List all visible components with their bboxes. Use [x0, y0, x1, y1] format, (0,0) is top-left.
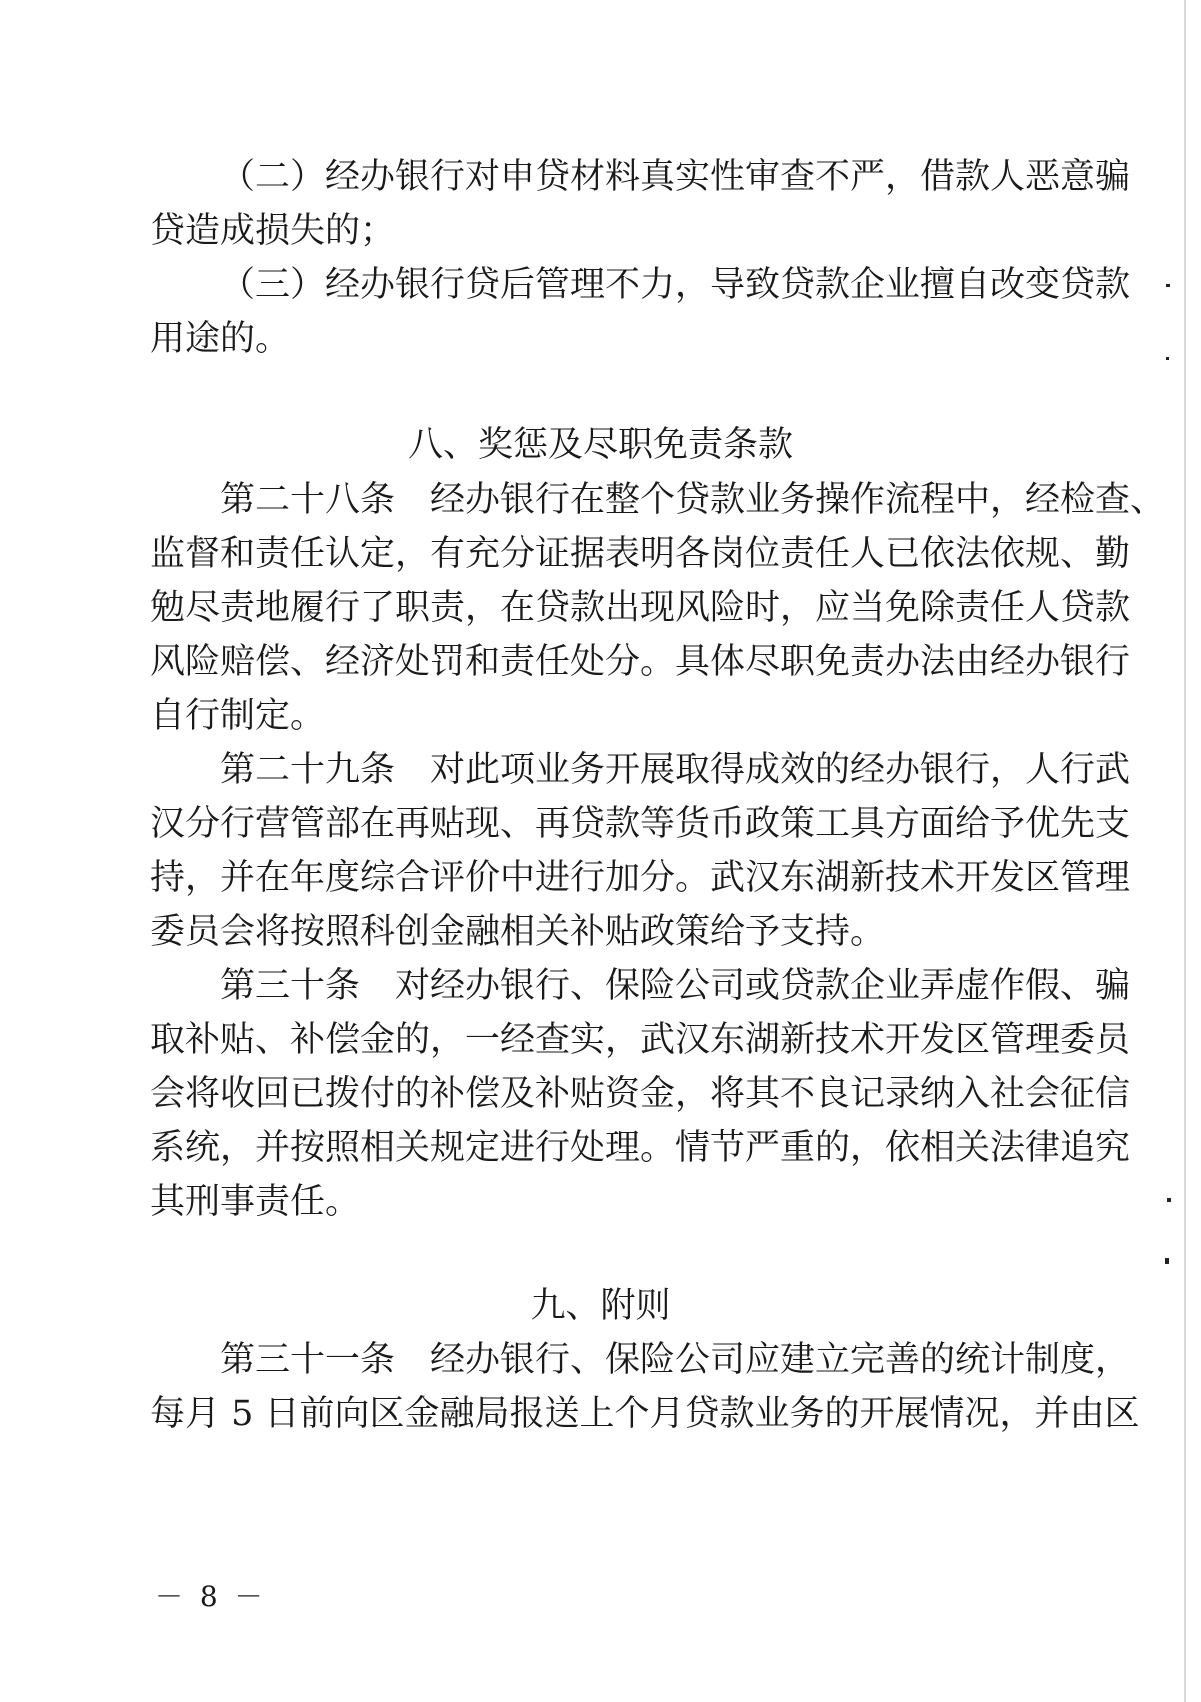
scan-speck — [1167, 1198, 1171, 1202]
body-line: 委员会将按照科创金融相关补贴政策给予支持。 — [150, 912, 886, 952]
section-heading: 八、奖惩及尽职免责条款 — [407, 425, 793, 465]
body-line: 第二十九条 对此项业务开展取得成效的经办银行，人行武 — [220, 750, 1131, 790]
body-line: 自行制定。 — [150, 696, 326, 736]
body-line: 会将收回已拨付的补偿及补贴资金，将其不良记录纳入社会征信 — [150, 1074, 1131, 1114]
body-line: 第三十一条 经办银行、保险公司应建立完善的统计制度， — [220, 1340, 1131, 1380]
body-line: 其刑事责任。 — [150, 1182, 361, 1222]
body-line: 用途的。 — [150, 319, 291, 359]
body-line: 取补贴、补偿金的，一经查实，武汉东湖新技术开发区管理委员 — [150, 1020, 1131, 1060]
scan-edge — [1184, 0, 1186, 1702]
body-line: 监督和责任认定，有充分证据表明各岗位责任人已依法依规、勤 — [150, 534, 1131, 574]
section-heading: 九、附则 — [530, 1286, 671, 1326]
body-line: 勉尽责地履行了职责，在贷款出现风险时，应当免除责任人贷款 — [150, 588, 1131, 628]
body-line: （二）经办银行对申贷材料真实性审查不严，借款人恶意骗 — [220, 157, 1131, 197]
body-line: 第三十条 对经办银行、保险公司或贷款企业弄虚作假、骗 — [220, 966, 1131, 1006]
body-line: 贷造成损失的； — [150, 211, 396, 251]
body-line: 第二十八条 经办银行在整个贷款业务操作流程中，经检查、 — [220, 480, 1166, 520]
scan-speck — [1166, 357, 1169, 360]
body-line: 系统，并按照相关规定进行处理。情节严重的，依相关法律追究 — [150, 1128, 1131, 1168]
body-line: 持，并在年度综合评价中进行加分。武汉东湖新技术开发区管理 — [150, 858, 1131, 898]
body-line: （三）经办银行贷后管理不力，导致贷款企业擅自改变贷款 — [220, 265, 1131, 305]
body-line: 汉分行营管部在再贴现、再贷款等货币政策工具方面给予优先支 — [150, 804, 1131, 844]
body-line: 每月 5 日前向区金融局报送上个月贷款业务的开展情况，并由区 — [150, 1394, 1140, 1434]
body-line: 风险赔偿、经济处罚和责任处分。具体尽职免责办法由经办银行 — [150, 642, 1131, 682]
page-number: － 8 － — [155, 1580, 267, 1613]
scan-speck — [1166, 284, 1170, 287]
scan-speck — [1165, 1258, 1169, 1264]
